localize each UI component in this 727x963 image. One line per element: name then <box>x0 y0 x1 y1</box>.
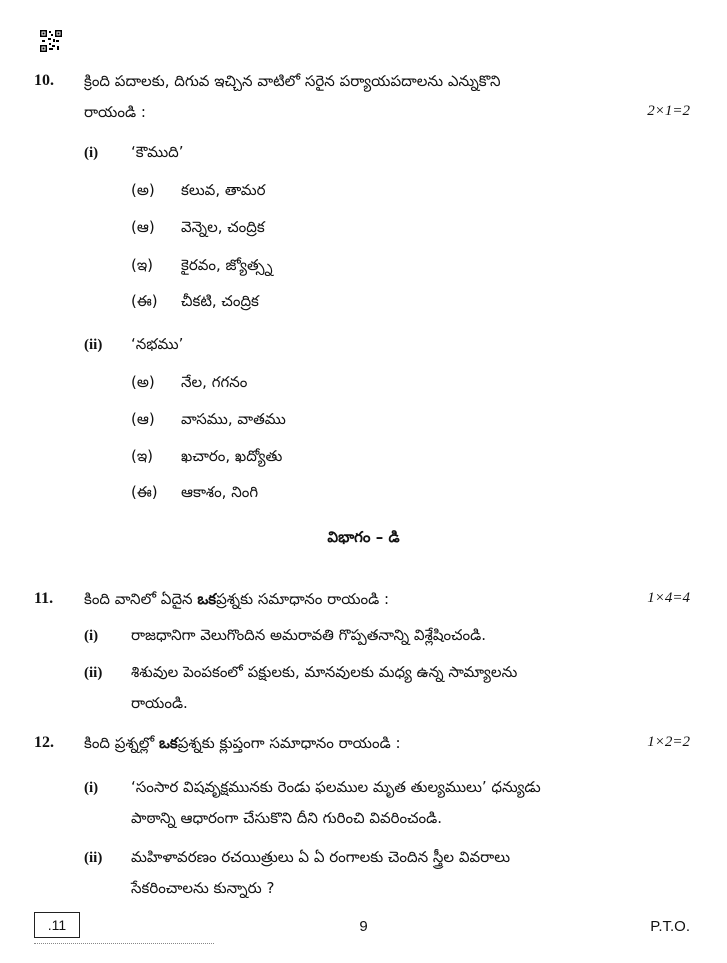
option-label: (ఆ) <box>131 410 155 428</box>
q11-part-ii-text-line1: శిశువుల పెంపకంలో పక్షులకు, మానవులకు మధ్య ఉన్న సామ్యాలను <box>131 663 518 681</box>
q12-part-i-text-line1: ‘సంసార విషవృక్షమునకు రెండు ఫలముల మృత తుల్యములు’ ధన్యుడు <box>131 778 541 796</box>
option-text: చీకటి, చంద్రిక <box>181 292 259 310</box>
q12-instruction-bold: ఒక <box>158 734 178 752</box>
option <box>131 483 258 505</box>
q11-part-ii-text-line2: రాయండి. <box>131 694 188 712</box>
option-label: (అ) <box>131 373 155 391</box>
option <box>131 181 266 203</box>
option <box>131 410 286 432</box>
option-text: వాసము, వాతము <box>181 410 286 428</box>
option <box>131 218 265 240</box>
q12-marks: 1×2=2 <box>647 734 690 750</box>
q10-number: 10. <box>34 72 54 89</box>
q10-instruction-line2: రాయండి : <box>84 103 146 121</box>
section-title: విభాగం – డి <box>327 528 400 546</box>
q10-part-i-number: (i) <box>84 145 99 161</box>
q11-part-i-number: (i) <box>84 628 99 644</box>
option-text: వెన్నెల, చంద్రిక <box>181 218 265 236</box>
option-text: కైరవం, జ్యోత్స్న <box>181 256 273 274</box>
q12-instruction-post: ప్రశ్నకు క్లుప్తంగా సమాధానం రాయండి : <box>177 734 401 752</box>
q12-part-ii-text-line1: మహిళావరణం రచయిత్రులు ఏ ఏ రంగాలకు చెందిన స్త్రీల వివరాలు <box>131 848 511 866</box>
q10-instruction-line1: క్రింది పదాలకు, దిగువ ఇచ్చిన వాటిలో సరైన పర్యాయపదాలను ఎన్నుకొని <box>84 72 501 90</box>
q11-instruction-post: ప్రశ్నకు సమాధానం రాయండి : <box>216 590 390 608</box>
q11-part-ii-number: (ii) <box>84 665 103 681</box>
q10-marks: 2×1=2 <box>647 103 690 119</box>
q10-part-ii-word: ‘నభము’ <box>131 335 184 353</box>
paper-code-box: .11 <box>34 912 80 938</box>
option-label: (ఈ) <box>131 483 158 501</box>
option-text: కలువ, తామర <box>181 181 266 199</box>
q11-instruction-pre: కింది వానిలో ఏదైన <box>84 590 198 608</box>
q11-marks: 1×4=4 <box>647 590 690 606</box>
qr-code-icon <box>40 30 62 52</box>
option <box>131 292 259 314</box>
q12-instruction-pre: కింది ప్రశ్నల్లో <box>84 734 159 752</box>
option <box>131 256 272 278</box>
q10-part-i-word: ‘కౌముది’ <box>131 143 184 161</box>
q11-instruction <box>84 590 389 612</box>
option <box>131 447 282 469</box>
option-text: ఆకాశం, నింగి <box>181 483 259 501</box>
q11-instruction-bold: ఒక <box>197 590 217 608</box>
q12-part-i-text-line2: పాఠాన్ని ఆధారంగా చేసుకొని దీని గురించి వివరించండి. <box>131 809 443 827</box>
option-text: నేల, గగనం <box>181 373 248 391</box>
option-label: (ఈ) <box>131 292 158 310</box>
option <box>131 373 247 395</box>
option-label: (అ) <box>131 181 155 199</box>
page-number: 9 <box>359 918 368 935</box>
option-label: (ఆ) <box>131 218 155 236</box>
q12-part-ii-number: (ii) <box>84 850 103 866</box>
pto-label: P.T.O. <box>650 918 690 935</box>
option-label: (ఇ) <box>131 256 154 274</box>
q11-number: 11. <box>34 590 54 607</box>
q12-part-ii-text-line2: సేకరించాలను కున్నారు ? <box>131 879 275 897</box>
option-label: (ఇ) <box>131 447 154 465</box>
q12-number: 12. <box>34 734 54 751</box>
q11-part-i-text: రాజధానిగా వెలుగొందిన అమరావతి గొప్పతనాన్ని విశ్లేషించండి. <box>131 626 487 644</box>
option-text: ఖచారం, ఖద్యోతు <box>181 447 283 465</box>
q10-part-ii-number: (ii) <box>84 337 103 353</box>
q12-part-i-number: (i) <box>84 780 99 796</box>
q12-instruction <box>84 734 401 756</box>
